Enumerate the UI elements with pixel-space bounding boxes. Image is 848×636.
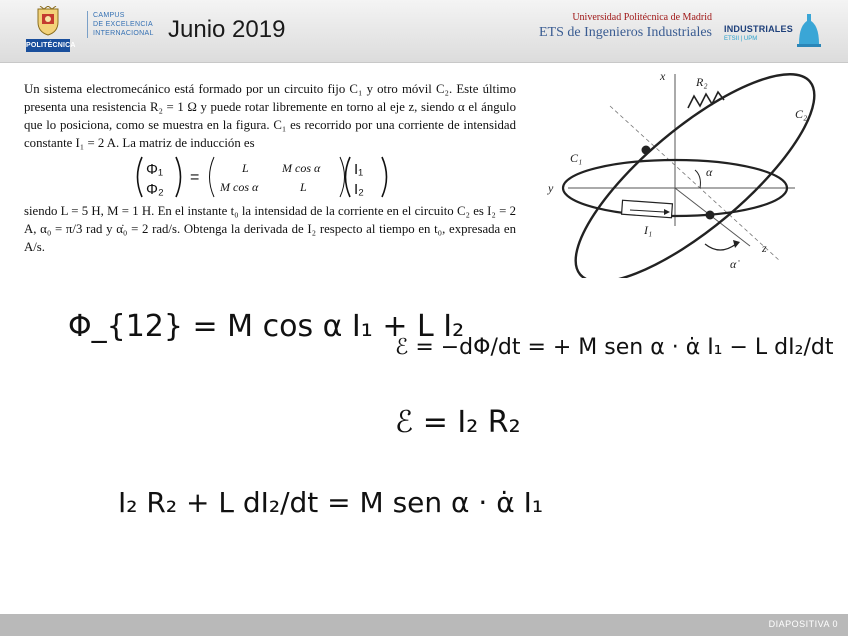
dome-icon [796,14,822,48]
matrix-cell-11: L [242,161,249,175]
handwritten-equation-2 [395,335,834,360]
label-z: z [762,241,767,255]
upm-crest-icon [36,6,60,36]
matrix-cell-12: M cos α [282,161,321,175]
matrix-cell-22: L [300,180,307,194]
svg-text:I₂ R₂ + L dI₂/dt = M sen α · α: I₂ R₂ + L dI₂/dt = M sen α · α̇ I₁ [118,486,544,519]
alpha-arc [695,170,700,188]
upm-label: POLITÉCNICA [26,39,70,52]
hand-phi1: Φ₁ [146,161,164,178]
hand-phi2: Φ₂ [146,181,164,198]
svg-text:Φ_{12} = M cos α I₁ + L I₂: Φ_{12} = M cos α I₁ + L I₂ [68,309,465,344]
handwritten-equation-3 [395,405,521,440]
label-y: y [548,181,554,195]
university-line-2: ETS de Ingenieros Industriales [538,25,712,40]
rotation-arrow [705,244,736,250]
matrix-equation [132,154,432,200]
label-alpha: α [706,165,713,179]
slide-header [0,0,848,63]
university-name [520,12,712,42]
label-alphadot: α̇ [730,257,737,271]
problem-paragraph-1: Un sistema electromecánico está formado por un circuito fijo C₁ y otro móvil C₂. Este último presenta una resistencia R₂ = 1 Ω y puede rotar libremente en torno al eje z, siendo α el ángulo que lo posiciona, como se muestra en la figura. C₁ es recorrido por una corriente de intensidad constante I₁ = 2 A. La matriz de inducción es [24,82,516,150]
current-source [622,200,673,217]
slide-number: DIAPOSITIVA 0 [768,619,838,629]
dashed-axis [610,106,780,261]
problem-paragraph-2: siendo L = 5 H, M = 1 H. En el instante t₀ la intensidad de la corriente en el circuito C₂ es I₂ = 2 A, α₀ = π/3 rad y α̇₀ = 2 rad/s. Obtenga la derivada de I₂ respecto al tiempo en t₀, expresada en A/s. [24,204,516,254]
industriales-logo-sub: ETSII | UPM [724,36,758,42]
industriales-logo [724,14,824,50]
campus-line: CAMPUS [93,12,125,19]
label-C2: C₂ [795,107,808,121]
problem-statement [24,80,516,256]
campus-excelencia-logo [87,11,173,38]
hand-I1: I₁ [354,161,364,178]
campus-line: INTERNACIONAL [93,30,154,37]
university-line-1: Universidad Politécnica de Madrid [572,12,712,23]
circuit-figure [540,66,830,278]
upm-logo [26,6,76,54]
svg-text:=: = [190,169,200,186]
handwritten-solution [0,280,848,600]
circuit-C2 [548,66,830,278]
slide-footer [0,614,848,636]
industriales-logo-text: INDUSTRIALES [724,24,793,34]
svg-text:ℰ = I₂ R₂: ℰ = I₂ R₂ [395,405,521,440]
contact-point [706,211,715,220]
label-I1: I₁ [644,223,653,237]
page-title: Junio 2019 [168,16,286,43]
label-R2: R₂ [696,75,708,89]
label-x: x [660,69,666,83]
hand-I2: I₂ [354,181,364,198]
rotation-arrowhead-icon [733,240,740,248]
induction-matrix [24,154,516,200]
handwritten-equation-4 [118,486,543,519]
matrix-cell-21: M cos α [220,180,259,194]
contact-point [642,146,651,155]
campus-line: DE EXCELENCIA [93,21,153,28]
svg-text:ℰ = −dΦ/dt = + M sen α · α̇ I₁: ℰ = −dΦ/dt = + M sen α · α̇ I₁ − L dI₂/dt [395,335,834,360]
label-C1: C₁ [570,151,583,165]
